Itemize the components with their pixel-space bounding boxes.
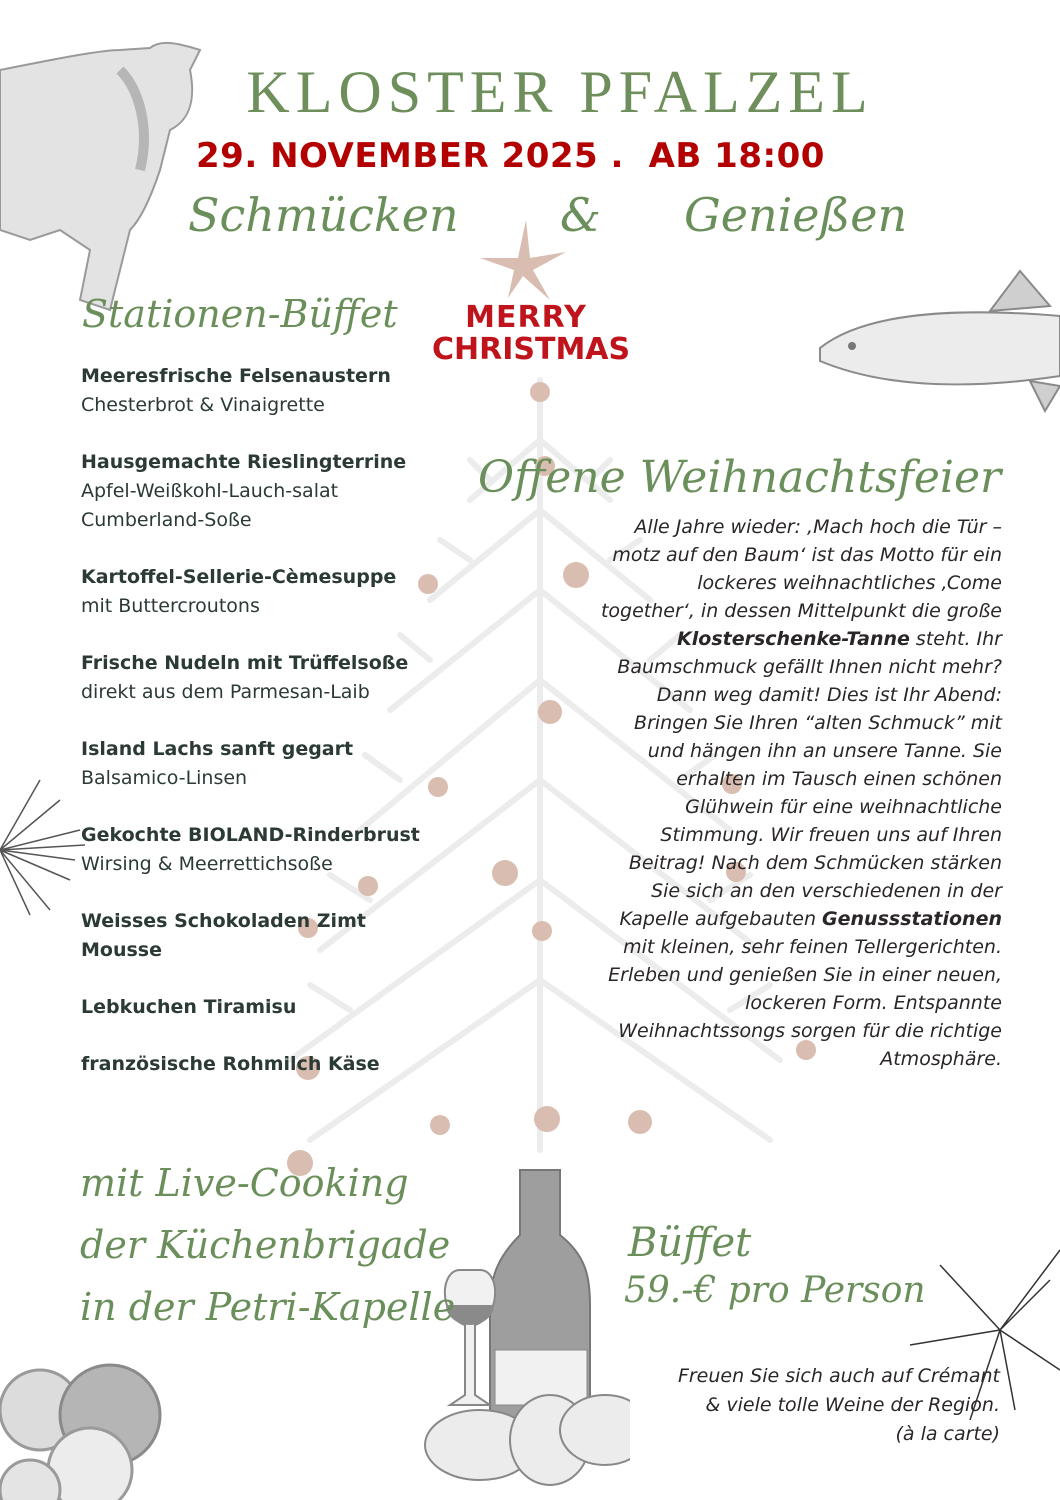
menu-item <box>81 821 461 879</box>
price-value: 59.-€ pro Person <box>624 1270 926 1311</box>
menu-item-name: Mousse <box>81 939 162 961</box>
menu-item-desc: mit Buttercroutons <box>81 595 260 617</box>
menu-item-desc: Apfel-Weißkohl-Lauch-salat <box>81 480 339 502</box>
menu-item-name: Gekochte BIOLAND-Rinderbrust <box>81 824 420 846</box>
live-cooking-line1: mit Live-Cooking <box>80 1161 409 1205</box>
tagline-left: Schmücken <box>188 188 459 242</box>
star-icon <box>478 218 568 303</box>
ornament-dot <box>538 700 562 724</box>
menu-item <box>81 362 461 420</box>
menu-item <box>81 649 461 707</box>
menu-title: Stationen-Büffet <box>82 292 398 336</box>
fish-illustration <box>810 266 1060 416</box>
menu-item-name: Island Lachs sanft gegart <box>81 738 354 760</box>
tagline-ampersand: & <box>560 188 601 242</box>
menu-item <box>81 993 461 1022</box>
menu-item <box>81 1050 461 1079</box>
event-highlight-stations: Genussstationen <box>822 908 1002 930</box>
menu-item-name: Frische Nudeln mit Trüffelsoße <box>81 652 409 674</box>
menu-item-name: Weisses Schokoladen Zimt <box>81 910 366 932</box>
menu-item-desc: Balsamico-Linsen <box>81 767 248 789</box>
ornament-dot <box>530 382 550 402</box>
event-text-part2: steht. Ihr Baumschmuck gefällt Ihnen nicht mehr? Dann weg damit! Dies ist Ihr Abend: Bringen Sie Ihren “alten Schmuck” mit und hängen ihn an unsere Tanne. Sie erhalten im Tausch einen schönen Glühwein für eine weihnachtliche Stimmung. Wir freuen uns auf Ihren Beitrag! Nach dem Schmücken stärken Sie sich an den verschiedenen in der Kapelle aufgebauten <box>617 628 1002 930</box>
live-cooking-line2: der Küchenbrigade <box>80 1223 451 1267</box>
event-highlight-tree: Klosterschenke-Tanne <box>677 628 910 650</box>
menu-item-desc: Chesterbrot & Vinaigrette <box>81 394 325 416</box>
event-description <box>600 513 1002 1073</box>
ornament-dot <box>534 1106 560 1132</box>
truffle-illustration <box>0 1360 170 1500</box>
menu-item-name: Hausgemachte Rieslingterrine <box>81 451 407 473</box>
event-text-part3: mit kleinen, sehr feinen Tellergerichten. Erleben und genießen Sie in einer neuen, lockeren Form. Entspannte Weihnachtssongs sorgen für die richtige Atmosphäre. <box>608 936 1002 1070</box>
live-cooking-line3: in der Petri-Kapelle <box>80 1285 456 1329</box>
menu-item <box>81 563 461 621</box>
ornament-dot <box>563 562 589 588</box>
badge-line2: CHRISTMAS <box>432 331 631 367</box>
merry-christmas-badge <box>432 300 631 367</box>
event-date-time: 29. NOVEMBER 2025 . AB 18:00 <box>196 136 825 176</box>
menu-item <box>81 735 461 793</box>
event-text-part1: Alle Jahre wieder: ‚Mach hoch die Tür – motz auf den Baum‘ ist das Motto für ein lockeres weihnachtliches ‚Come together‘, in dessen Mittelpunkt die große <box>600 516 1002 622</box>
ornament-dot <box>628 1110 652 1134</box>
menu-item-name: Meeresfrische Felsenaustern <box>81 365 391 387</box>
live-cooking-note <box>80 1152 455 1338</box>
price-label: Büffet <box>628 1220 752 1266</box>
menu-list <box>81 362 461 1107</box>
ornament-dot <box>430 1115 450 1135</box>
menu-item <box>81 907 461 965</box>
badge-line1: MERRY <box>465 300 587 335</box>
ornament-dot <box>532 921 552 941</box>
tagline-right: Genießen <box>684 188 908 242</box>
wine-note-line3: (à la carte) <box>895 1423 1000 1445</box>
venue-title: KLOSTER PFALZEL <box>246 59 874 125</box>
menu-item <box>81 448 461 535</box>
wine-note-line1: Freuen Sie sich auch auf Crémant <box>677 1365 1000 1387</box>
menu-item-desc: Cumberland-Soße <box>81 509 252 531</box>
event-title: Offene Weihnachtsfeier <box>478 452 1002 503</box>
menu-item-name: Kartoffel-Sellerie-Cèmesuppe <box>81 566 397 588</box>
pine-branch-illustration <box>0 770 90 920</box>
menu-item-name: Lebkuchen Tiramisu <box>81 996 297 1018</box>
menu-item-desc: Wirsing & Meerrettichsoße <box>81 853 333 875</box>
menu-item-desc: direkt aus dem Parmesan-Laib <box>81 681 370 703</box>
ornament-dot <box>492 860 518 886</box>
wine-note-line2: & viele tolle Weine der Region. <box>705 1394 1000 1416</box>
wine-note <box>600 1362 1000 1449</box>
menu-item-name: französische Rohmilch Käse <box>81 1053 380 1075</box>
